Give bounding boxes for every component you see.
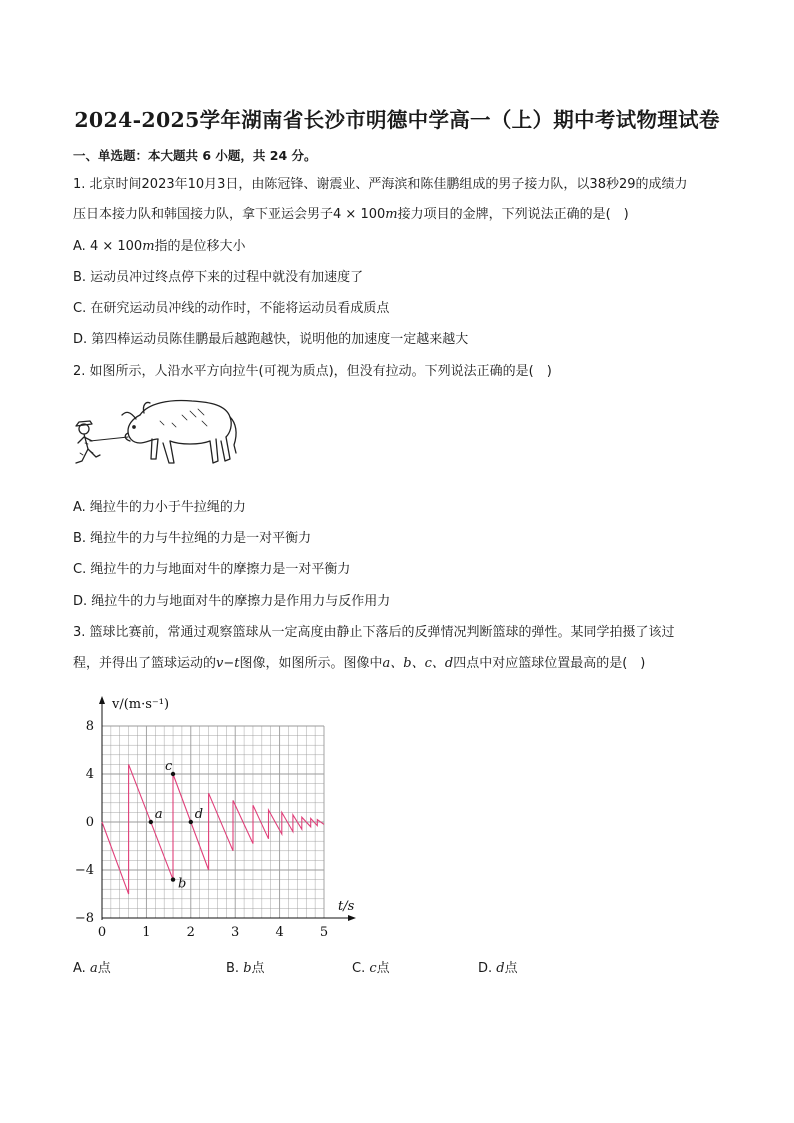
q1-stem-text: 压日本接力队和韩国接力队，拿下亚运会男子 [73,207,334,222]
q1-option-b[interactable]: B. 运动员冲过终点停下来的过程中就没有加速度了 [73,270,364,285]
vt-graph [70,688,370,940]
y-tick-label: 8 [85,719,94,734]
series-line-v [102,764,324,894]
q3-option-c-var: c [369,961,377,976]
q3-option-c[interactable] [352,957,390,976]
point-label-c: c [165,759,173,774]
page-title: 2024-2025学年湖南省长沙市明德中学高一（上）期中考试物理试卷 [74,108,720,132]
x-tick-label: 4 [275,925,284,940]
y-tick-label: −4 [74,863,94,878]
y-tick-label: −8 [74,911,94,926]
q1-option-a-letter: A. [73,239,90,254]
man-pulling-ox-illustration [70,393,242,477]
q3-option-b-var: b [243,961,252,976]
q1-option-d[interactable]: D. 第四棒运动员陈佳鹏最后越跑越快，说明他的加速度一定越来越大 [73,332,469,347]
point-label-a: a [154,807,163,822]
y-axis-arrow [99,696,105,704]
q2-option-d[interactable]: D. 绳拉牛的力与地面对牛的摩擦力是作用力与反作用力 [73,594,391,609]
q3-option-c-text: 点 [376,961,390,976]
q3-option-d-text: 点 [504,961,518,976]
q3-option-d-letter: D. [478,961,497,976]
y-tick-label: 4 [85,767,94,782]
point-a [149,820,153,824]
q3-stem-text-end: 四点中对应篮球位置最高的是( ) [453,656,646,671]
x-tick-label: 2 [186,925,195,940]
q1-option-a-unit: m [142,239,155,254]
q1-stem-line2 [73,206,629,224]
q1-option-a-text: 指的是位移大小 [154,239,246,254]
x-tick-label: 1 [142,925,151,940]
y-axis-label: v/(m·s⁻¹) [112,697,170,712]
q3-option-a[interactable] [73,957,111,976]
q3-stem-line2 [73,655,645,673]
q3-option-c-letter: C. [352,961,370,976]
point-d [189,820,193,824]
q3-option-a-var: a [89,961,98,976]
x-tick-label: 0 [97,925,107,940]
q3-option-b[interactable] [226,957,265,976]
q3-option-a-letter: A. [73,961,90,976]
q3-stem-points: a、b、c、d [382,656,454,671]
point-b [171,877,175,881]
section-heading: 一、单选题：本大题共 6 小题，共 24 分。 [73,148,317,163]
point-label-d: d [194,807,204,822]
q1-stem-text-end: 接力项目的金牌，下列说法正确的是( ) [397,207,629,222]
q3-option-d-var: d [496,961,505,976]
q1-stem-unit: m [385,207,398,222]
q3-option-d[interactable] [478,957,518,976]
q2-option-a[interactable]: A. 绳拉牛的力小于牛拉绳的力 [73,500,246,515]
q3-option-b-letter: B. [226,961,244,976]
q3-stem-line1: 3. 篮球比赛前，常通过观察篮球从一定高度由静止下落后的反弹情况判断篮球的弹性。某同学拍摄了该过 [73,625,675,640]
x-axis-arrow [348,915,356,921]
x-axis-label: t/s [338,899,355,914]
point-label-b: b [178,876,187,892]
q3-stem-text-mid: 图像，如图所示。图像中 [239,656,383,671]
q3-option-b-text: 点 [251,961,265,976]
q2-stem: 2. 如图所示，人沿水平方向拉牛(可视为质点)，但没有拉动。下列说法正确的是( ) [73,364,552,379]
q1-stem-line1: 1. 北京时间2023年10月3日，由陈冠锋、谢震业、严海滨和陈佳鹏组成的男子接力队，以38秒29的成绩力 [73,177,688,192]
q1-option-a[interactable] [73,238,246,256]
q2-option-c[interactable]: C. 绳拉牛的力与地面对牛的摩擦力是一对平衡力 [73,562,351,577]
q2-option-b[interactable]: B. 绳拉牛的力与牛拉绳的力是一对平衡力 [73,531,312,546]
q1-option-c[interactable]: C. 在研究运动员冲线的动作时，不能将运动员看成质点 [73,301,390,316]
x-tick-label: 5 [319,925,329,940]
q1-stem-expr: 4 × 100 [333,207,386,222]
y-tick-label: 0 [85,815,94,830]
x-tick-label: 3 [231,925,240,940]
q3-stem-text: 程，并得出了篮球运动的 [73,656,217,671]
q3-stem-vt: v−t [216,656,240,671]
q1-option-a-expr: 4 × 100 [89,239,143,254]
q3-option-a-text: 点 [97,961,111,976]
